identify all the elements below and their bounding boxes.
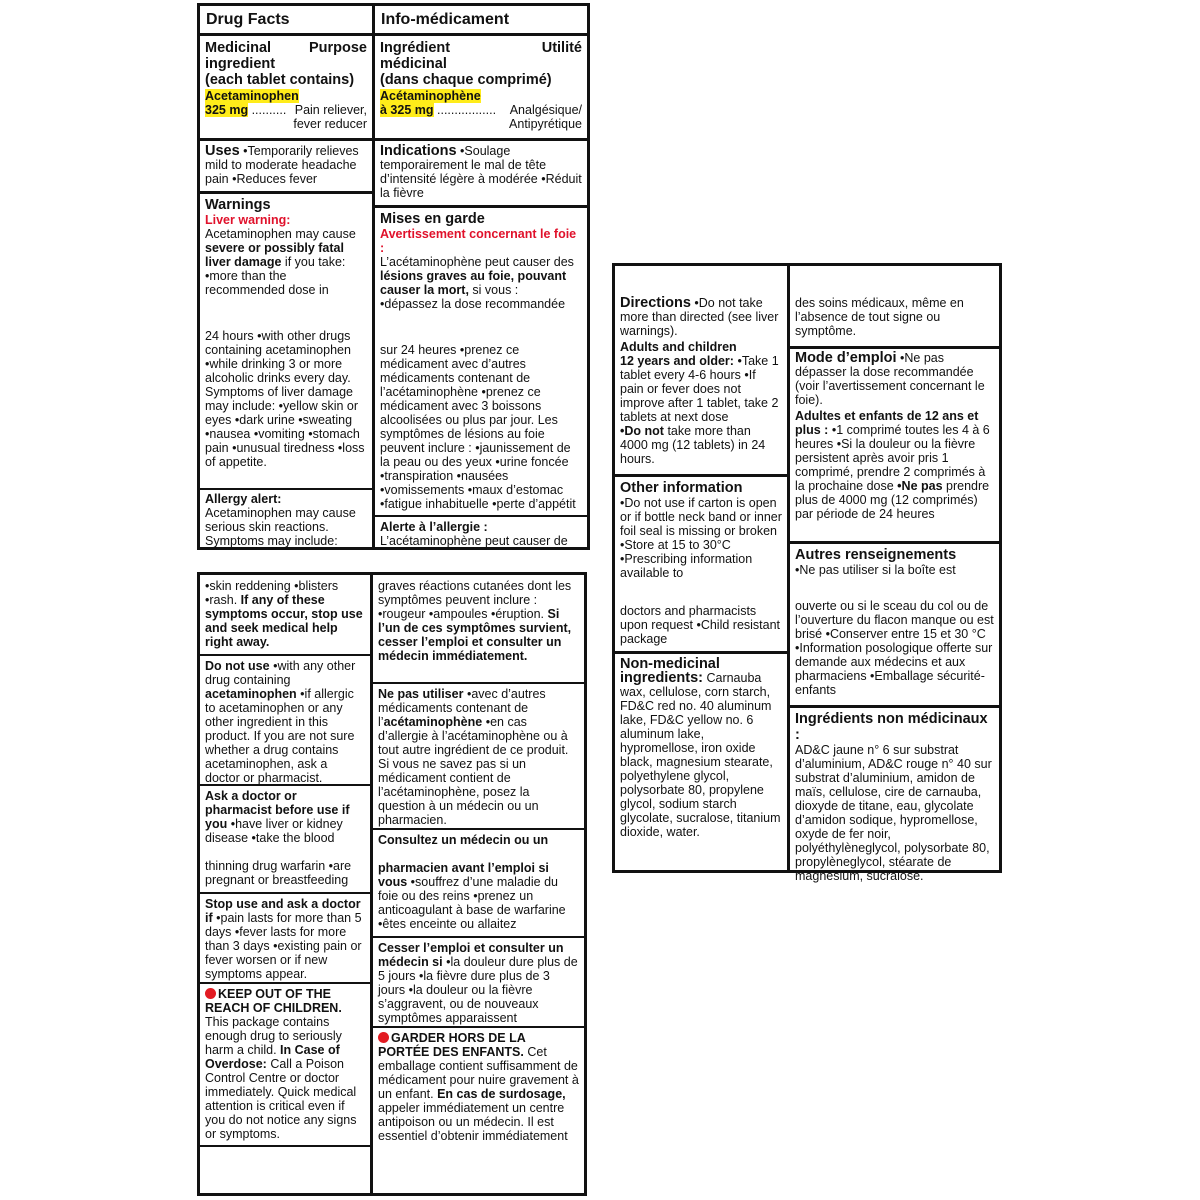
allergy-text: Acetaminophen may cause serious skin reactions. Symptoms may include: [205,506,356,548]
liver-warning-bold: severe or possibly fatal liver damage [205,241,344,269]
overdose-label: In Case of Overdose: [205,1043,340,1071]
med-ingredient-label: Medicinal ingredient [205,40,276,72]
garder-hors-text: Cet emballage contient suffisamment de médicament pour nuire gravement à un enfant. [378,1045,579,1101]
p2-french-column [373,575,584,1193]
ask-doctor-section [200,784,370,895]
panel-1-drug-facts [197,3,590,550]
each-tablet-label: (each tablet contains) [205,72,355,88]
cesser-title: Cesser l’emploi et consulter un médecin si [378,941,564,969]
garder-hors-section [373,1026,584,1196]
panel-2-warnings-continued [197,572,587,1196]
fr-purpose-line-2: Antipyrétique [509,117,582,131]
fr-allergy-section [375,515,587,550]
ingredient-name: Acetaminophen [205,89,299,103]
other-information-text: •Do not use if carton is open or if bottle neck band or inner foil seal is missing or broken •Store at 15 to 30°C •Prescribing information available to [620,496,782,580]
do-not-use-text: •with any other drug containing [205,659,356,687]
directions-section [615,296,787,474]
uses-title: Uses [205,143,240,159]
non-medicinal-title: Non-medicinal ingredients: [620,656,720,686]
fr-dot-leader: ................. [437,103,497,117]
allergy-section [200,488,372,550]
fr-continued-text: des soins médicaux, même en l’absence de tout signe ou symptôme. [795,296,964,338]
purpose-line-2: fever reducer [293,117,367,131]
uses-section [200,138,372,191]
stop-use-title: Stop use and ask a doctor if [205,897,361,925]
stop-use-section [200,892,370,982]
autres-renseignements-title: Autres renseignements [795,547,957,563]
mode-emploi-ne-pas: •Ne pas [897,479,943,493]
fr-stop-dot-icon [378,1032,389,1043]
mode-emploi-section [790,346,999,541]
mode-emploi-adults-label: Adultes et enfants de 12 ans et plus : [795,409,979,437]
directions-adults-label: Adults and children [620,340,737,354]
fr-liver-warning-text: L’acétaminophène peut causer des [380,255,574,269]
mode-emploi-max-dose: prendre plus de 4000 mg (12 comprimés) par période de 24 heures [795,479,990,521]
fr-liver-warning-bold: lésions graves au foie, pouvant causer la mort, [380,269,567,297]
cesser-text: •la douleur dure plus de 5 jours •la fièvre dure plus de 3 jours •la douleur ou la fièvre s’aggravent, ou de nouveaux symptômes apparaissent [378,955,578,1025]
fr-allergy-symptoms: graves réactions cutanées dont les symptômes peuvent inclure : •rougeur •ampoules •éruption. [378,579,572,621]
non-medicinal-section [615,651,787,871]
medicinal-ingredient-section [200,36,372,138]
liver-warning-text: Acetaminophen may cause [205,227,356,241]
do-not-use-bold: acetaminophen [205,687,297,701]
warnings-section [200,191,372,488]
ingredients-non-medicinaux-title: Ingrédients non médicinaux : [795,711,988,743]
surdosage-text: appeler immédiatement un centre antipoison ou un médecin. Il est essentiel d’obtenir immédiatement [378,1101,568,1143]
ask-doctor-continued: thinning drug warfarin •are pregnant or breastfeeding [205,859,352,887]
p2-english-column [200,575,370,1193]
fr-allergy-stop-instruction: Si l’un de ces symptômes survient, cesser l’emploi et consulter un médecin immédiatement. [378,607,572,663]
do-not-use-section [200,654,370,784]
fr-allergy-text: L’acétaminophène peut causer de [380,534,568,548]
mises-en-garde-title: Mises en garde [380,211,485,227]
other-information-title: Other information [620,480,743,496]
keep-out-section [200,982,370,1142]
fr-liver-warning-continued: sur 24 heures •prenez ce médicament avec d’autres médicaments contenant de l’acétaminophène •prenez ce médicament avec 3 boissons alcoolisées ou plus par jour. Les symptômes de lésions au foie peuvent inclure : •jaunissement de la peau ou des yeux •urine foncée •transpiration •nausées •vomissements •maux d’estomac •fatigue inhabituelle •perte d’appétit [380,343,576,511]
ask-doctor-title: Ask a doctor or pharmacist before use if you [205,789,350,831]
ne-pas-utiliser-text-2: •en cas d’allergie à l’acétaminophène ou à tout autre ingrédient de ce produit. Si vous ne savez pas si un médicament contient de l’acétaminophène, posez la question à un médecin ou un pharmacien. [378,715,569,827]
liver-warning-continued: 24 hours •with other drugs containing acetaminophen •while drinking 3 or more alcoholic drinks every day. Symptoms of liver damage may include: •yellow skin or eyes •dark urine •sweating •nausea •vomiting •stomach pain •unusual tiredness •loss of appetite. [205,329,365,469]
autres-renseignements-text: •Ne pas utiliser si la boîte est [795,563,956,577]
garder-hors-title: GARDER HORS DE LA PORTÉE DES ENFANTS. [378,1031,526,1059]
autres-renseignements-continued: ouverte ou si le sceau du col ou de l’ouverture du flacon manque ou est brisé •Conserver entre 15 et 30 °C •Information posologique offerte sur demande aux médecins et aux pharmaciens •Emballage sécurité-enfants [795,599,994,697]
info-medicament-title: Info-médicament [375,6,587,36]
fr-each-tablet-label: (dans chaque comprimé) [380,72,552,88]
surdosage-label: En cas de surdosage, [437,1087,566,1101]
keep-out-text: This package contains enough drug to seriously harm a child. [205,1015,342,1057]
fr-ingredient-dose: à 325 mg [380,103,434,117]
warnings-title: Warnings [205,197,271,213]
fr-allergy-title: Alerte à l’allergie : [380,520,488,534]
directions-title: Directions [620,295,691,311]
directions-max-dose: take more than 4000 mg (12 tablets) in 24 hours. [620,424,766,466]
cesser-section [373,936,584,1028]
liver-warning-item: •more than the recommended dose in [205,269,329,297]
indications-title: Indications [380,143,457,159]
fr-purpose-line-1: Analgésique/ [509,103,582,117]
do-not-use-title: Do not use [205,659,270,673]
stop-dot-icon [205,988,216,999]
purpose-label: Purpose [308,40,367,56]
directions-do-not: •Do not [620,424,664,438]
fr-allergy-continued [373,579,584,682]
do-not-use-text-2: •if allergic to acetaminophen or any other ingredient in this product. If you are not sure whether a drug contains acetaminophen, ask a doctor or pharmacist. [205,687,355,785]
ask-doctor-text: •have liver or kidney disease •take the blood [205,817,343,845]
allergy-continued [200,579,370,658]
ne-pas-utiliser-section [373,682,584,828]
keep-out-title: KEEP OUT OF THE REACH OF CHILDREN. [205,987,342,1015]
ingredient-medicinal-section [375,36,587,138]
fr-med-ingredient-label: Ingrédient médicinal [380,40,451,72]
indications-section [375,138,587,205]
liver-warning-title: Liver warning: [205,213,291,227]
consultez-title: Consultez un médecin ou un [378,833,549,847]
mode-emploi-title: Mode d’emploi [795,350,897,366]
stop-use-text: •pain lasts for more than 5 days •fever lasts for more than 3 days •existing pain or fever worsen or if new symptoms appear. [205,911,362,981]
dot-leader: .......... [251,103,287,117]
directions-text: •Do not take more than directed (see liver warnings). [620,296,779,338]
mode-emploi-dose-text: •1 comprimé toutes les 4 à 6 heures •Si la douleur ou la fièvre persistent après avoir pris 1 comprimé, prendre 2 comprimés à la prochaine dose [795,423,990,493]
p1-french-column [375,6,587,547]
directions-dose-text: •Take 1 tablet every 4-6 hours •If pain or fever does not improve after 1 tablet, take 2 tablets at next dose [620,354,779,424]
ingredients-non-medicinaux-section [790,705,999,883]
fr-liver-warning-item: •dépassez la dose recommandée [380,297,566,311]
fr-liver-warning-title: Avertissement concernant le foie : [380,227,577,255]
empty-footer-cell [200,1145,370,1193]
consultez-text: •souffrez d’une maladie du foie ou des reins •prenez un anticoagulant à base de warfarine •êtes enceinte ou allaitez [378,875,566,931]
panel-3-directions [612,263,1002,883]
purpose-line-1: Pain reliever, [294,103,367,117]
fr-liver-warning-text-2: si vous : [472,283,519,297]
non-medicinal-text: Carnauba wax, cellulose, corn starch, FD&C red no. 40 aluminum lake, FD&C yellow no. 6 aluminum lake, hypromellose, iron oxide black, magnesium stearate, polyethylene glycol, polysorbate 80, propylene glycol, sodium starch glycolate, sucralose, titanium dioxide, water. [620,671,781,839]
allergy-symptoms: •skin reddening •blisters •rash. [205,579,339,607]
ne-pas-utiliser-bold: acétaminophène [383,715,483,729]
p3-english-column [615,266,787,870]
fr-ingredient-name: Acétaminophène [380,89,481,103]
liver-warning-text-2: if you take: [284,255,346,269]
allergy-title: Allergy alert: [205,492,282,506]
other-information-section [615,474,787,651]
allergy-stop-instruction: If any of these symptoms occur, stop use and seek medical help right away. [205,593,363,649]
p3-french-column [790,266,999,883]
indications-text: •Soulage temporairement le mal de tête d’intensité légère à modérée •Réduit la fièvre [380,144,582,200]
ingredient-dose: 325 mg [205,103,249,117]
p1-english-column [200,6,372,547]
mode-emploi-text: •Ne pas dépasser la dose recommandée (voir l’avertissement concernant le foie). [795,351,985,407]
overdose-text: Call a Poison Control Centre or doctor immediately. Quick medical attention is critical even if you do not notice any signs or symptoms. [205,1057,357,1141]
directions-age-label: 12 years and older: [620,354,734,368]
ingredients-non-medicinaux-text: AD&C jaune n° 6 sur substrat d’aluminium, AD&C rouge n° 40 sur substrat d’aluminium, amidon de maïs, cellulose, cire de carnauba, dioxyde de titane, eau, glycolate d’amidon sodique, hypromellose, oxyde de fer noir, polyéthylèneglycol, polysorbate 80, propylèneglycol, stéarate de magnésium, sucralose. [795,743,992,883]
mises-en-garde-section [375,205,587,515]
ne-pas-utiliser-text: •avec d’autres médicaments contenant de l’ [378,687,546,729]
drug-facts-title: Drug Facts [200,6,372,36]
uses-text: •Temporarily relieves mild to moderate headache pain •Reduces fever [205,144,359,186]
ne-pas-utiliser-title: Ne pas utiliser [378,687,464,701]
other-information-continued: doctors and pharmacists upon request •Child resistant package [620,604,781,646]
consultez-section [373,828,584,936]
autres-renseignements-section [790,541,999,705]
fr-purpose-label: Utilité [541,40,582,56]
consultez-title-2: pharmacien avant l’emploi si vous [378,861,549,889]
